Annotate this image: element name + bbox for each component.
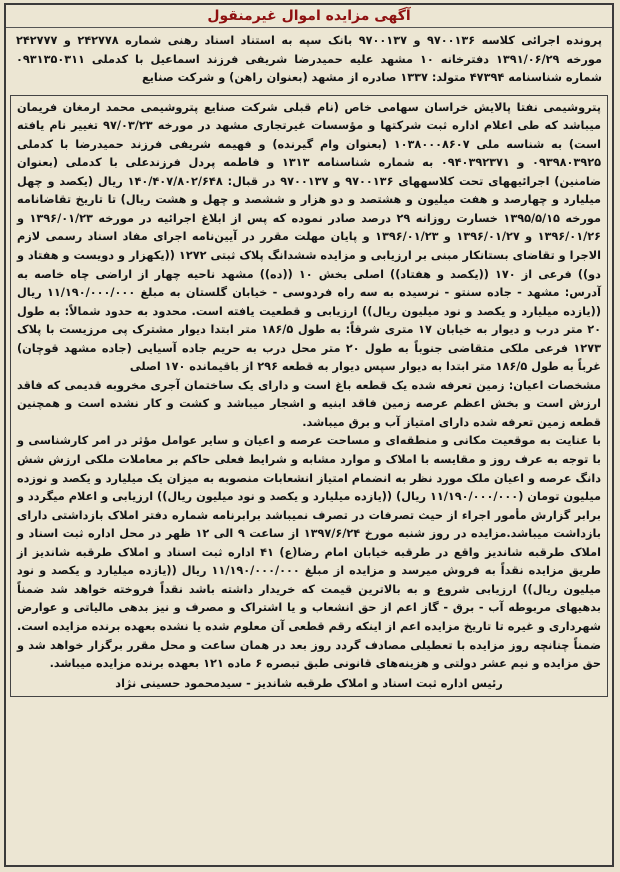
body-paragraph-parties: پتروشیمی نفتا پالایش خراسان سهامی خاص (نام قبلی شرکت صنایع پتروشیمی محمد ارمغان فریمان میباشد که طی اعلام اداره ثبت شرکتها و مؤسسات غیرتجاری مشهد در مورخه ۹۷/۰۳/۲۳ تغییر نام یافته است) به شناسه ملی ۱۰۳۸۰۰۰۸۶۰۷ (بعنوان وام گیرنده) و فهیمه شریفی فرزند حمیدرضا با کدملی ۰۹۳۹۸۰۳۹۲۵ و ۰۹۴۰۳۹۲۳۷۱ به شماره شناسنامه ۱۳۱۳ و فاطمه پردل فرزندعلی با کدملی (بعنوان ضامنین) اجرائیههای تحت کلاسههای ۹۷۰۰۱۳۶ و ۹۷۰۰۱۳۷ در قبال: ۱۴۰/۴۰۷/۸۰۲/۶۴۸ ریال (یکصد و چهل میلیارد و چهارصد و هفت میلیون و هشتصد و دو هزار و ششصد و چهل و هشت ریال) تا تاریخ تقاضانامه مورخه ۱۳۹۵/۵/۱۵ خسارت روزانه ۲۹ درصد صادر نموده که پس از ابلاغ اجرائیه در مورخه ۱۳۹۶/۰۱/۲۳ و ۱۳۹۶/۰۱/۲۶ و ۱۳۹۶/۰۱/۲۷ و ۱۳۹۶/۰۱/۲۳ و پایان مهلت مقرر در آیین‌نامه اجرای مفاد اسناد رسمی لازم الاجرا و تقاضای بستانکار مبنی بر ارزیابی و مزایده ششدانگ پلاک ثبتی ۱۲۷۲ ((یکهزار و دویست و هفتاد و دو)) فرعی از ۱۷۰ ((یکصد و هفتاد)) اصلی بخش ۱۰ ((ده)) مشهد ناحیه چهار از اراضی چاه خاصه به آدرس: مشهد - جاده سنتو - نرسیده به سه راه فردوسی - خیابان گلستان به مبلغ ۱۱/۱۹۰/۰۰۰/۰۰۰ ریال ((یازده میلیارد و یکصد و نود میلیون ریال)) ارزیابی و قطعیت یافته است. محدود به حدود شمالاً: به طول ۲۰ متر درب و دیوار به خیابان ۱۷ متری شرقاً: به طول ۱۸۶/۵ متر ابتدا دیوار مشترک پی مرزیست با پلاک ۱۲۷۳ فرعی ملکی متقاضی جنوباً به طول ۲۰ متر محل درب به حریم جاده آسیایی (جاده مشهد قوچان) غرباً به طول ۱۸۶/۵ متر ابتدا به دیوار سپس دیوار به قطعه ۲۹۶ از باقیمانده ۱۷۰ اصلی [17,100,602,374]
notice-title: آگهی مزایده اموال غیرمنقول [207,8,411,24]
body-paragraph-auction-terms: با عنایت به موقعیت مکانی و منطقه‌ای و مساحت عرصه و اعیان و سایر عوامل مؤثر در امر کارشناسی و با توجه به عرف روز و مقایسه با املاک و موارد مشابه و شرایط فعلی حاکم بر معاملات ملکی ارزش شش دانگ عرصه و اعیان ملک مورد نظر به انضمام امتیاز انشعابات منصوبه به میزان یک میلیارد و یکصد و نوزده میلیون تومان (۱۱/۱۹۰/۰۰۰/۰۰۰ ریال) ((یازده میلیارد و یکصد و نود میلیون ریال)) ارزیابی و اعلام میگردد و برابر گزارش مأمور اجراء از حیث تصرفات در تصرف نمیباشد برابرنامه شماره دفتر املاک بازداشتی دارای بازداشت میباشد.مزایده در روز شنبه مورخ ۱۳۹۷/۶/۲۴ از ساعت ۹ الی ۱۲ ظهر در محل اداره ثبت اسناد و املاک طرقبه شاندیز واقع در طرقبه خیابان امام رضا(ع) ۴۱ اداره ثبت اسناد و املاک طرقبه شاندیز از طریق مزایده نقداً به فروش میرسد و مزایده از مبلغ ۱۱/۱۹۰/۰۰۰/۰۰۰ ریال ((یازده میلیارد و یکصد و نود میلیون ریال)) ارزیابی شروع و به بالاترین قیمت که خریدار داشته باشد نقداً فروخته خواهد شد ضمناً بدهیهای مربوطه آب - برق - گاز اعم از حق انشعاب و یا اشتراک و مصرف و نیز بدهی مالیاتی و عوارض شهرداری و غیره تا تاریخ مزایده اعم از اینکه رقم قطعی آن معلوم شده یا نشده بعهده برنده مزایده است. ضمناً چنانچه روز مزایده با تعطیلی مصادف گردد روز بعد در همان ساعت و محل مقرر برگزار خواهد شد و حق مزایده و نیم عشر دولتی و هزینه‌های قانونی طبق تبصره ۶ ماده ۱۲۱ بعهده برنده مزایده میباشد. [17,434,601,671]
notice-body [10,95,608,698]
body-paragraph-specs: مشخصات اعیان: زمین تعرفه شده یک قطعه باغ است و دارای یک ساختمان آجری مخروبه قدیمی که فاقد ارزش است و بخش اعظم عرصه زمین فاقد ابنیه و اشجار میباشد و کشت و کار نشده است و همچنین قطعه زمین تعرفه شده دارای امتیاز آب و برق میباشد. [17,378,601,429]
title-bar [6,5,612,28]
signature: رئیس اداره ثبت اسناد و املاک طرقبه شاندیز - سیدمحمود حسینی نژاد [115,676,503,690]
file-info: پرونده اجرائی کلاسه ۹۷۰۰۱۳۶ و ۹۷۰۰۱۳۷ بانک سپه به استناد اسناد رهنی شماره ۲۴۲۷۷۸ و ۲۴۲۷۷۷ مورخه ۱۳۹۱/۰۶/۲۹ دفترخانه ۱۰ مشهد علیه حمیدرضا شریفی فرزند اسماعیل با کدملی ۰۹۳۱۳۵۰۳۱۱ شماره شناسنامه ۴۷۳۹۴ متولد: ۱۳۳۷ صادره از مشهد (بعنوان راهن) و شرکت صنایع [16,34,603,85]
auction-notice [4,3,614,867]
